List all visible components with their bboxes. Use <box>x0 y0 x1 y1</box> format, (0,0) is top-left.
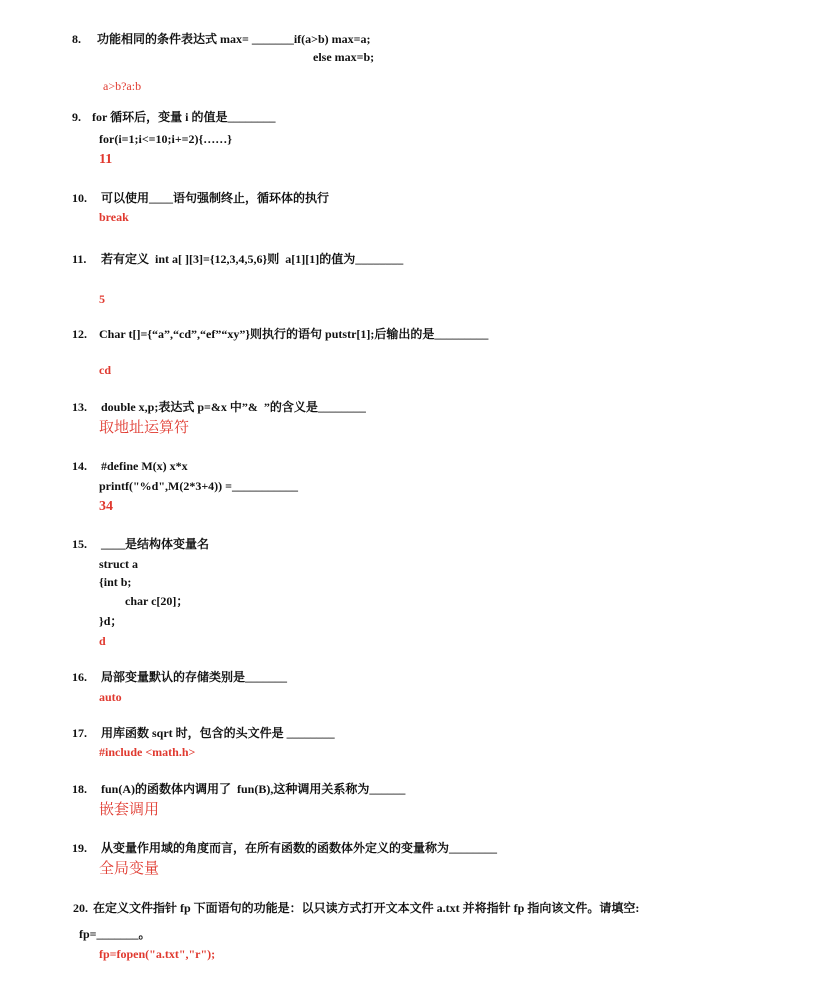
question-19-text: 从变量作用域的角度而言，在所有函数的函数体外定义的变量称为________ <box>101 841 498 855</box>
question-9-answer: 11 <box>99 152 113 167</box>
question-12-answer: cd <box>99 363 111 377</box>
question-8-text: 功能相同的条件表达式 max= _______if(a>b) max=a; <box>97 32 371 46</box>
question-18-answer: 嵌套调用 <box>99 800 160 818</box>
question-20-number: 20. <box>73 901 88 915</box>
question-15-number: 15. <box>72 537 87 551</box>
question-9-number: 9. <box>72 110 81 124</box>
question-16-answer: auto <box>99 690 122 704</box>
question-17-text: 用库函数 sqrt 时，包含的头文件是 ________ <box>101 726 335 740</box>
question-11-number: 11. <box>72 252 87 266</box>
question-19-answer: 全局变量 <box>99 859 160 877</box>
question-8-text-2: else max=b; <box>313 50 375 64</box>
question-14-code: printf("%d",M(2*3+4)) =___________ <box>99 479 298 493</box>
question-15-code-line: struct a <box>99 557 138 571</box>
question-9-text: for 循环后，变量 i 的值是________ <box>92 110 276 124</box>
question-19-number: 19. <box>72 841 87 855</box>
question-13-number: 13. <box>72 400 87 414</box>
question-12-text: Char t[]={“a”,“cd”,“ef”“xy”}则执行的语句 putstr[1];后输出的是_________ <box>99 327 489 341</box>
question-15-code-line: char c[20]； <box>125 594 189 608</box>
question-18-text: fun(A)的函数体内调用了 fun(B),这种调用关系称为______ <box>101 782 406 796</box>
question-8-answer: a>b?a:b <box>103 79 142 93</box>
question-15-answer: d <box>99 634 106 648</box>
question-20-answer: fp=fopen("a.txt","r"); <box>99 947 216 961</box>
question-20-blank: fp=_______。 <box>79 927 151 941</box>
question-15-code-line: }d； <box>99 614 123 628</box>
question-15-code-line: {int b; <box>99 575 132 589</box>
question-18-number: 18. <box>72 782 87 796</box>
question-11-answer: 5 <box>99 292 105 306</box>
question-16-text: 局部变量默认的存储类别是_______ <box>101 670 288 684</box>
question-13-answer: 取地址运算符 <box>99 418 190 436</box>
question-17-answer: #include <math.h> <box>99 745 196 759</box>
question-20-text: 在定义文件指针 fp 下面语句的功能是：以只读方式打开文本文件 a.txt 并将指针 fp 指向该文件。请填空: <box>93 901 640 915</box>
question-11-text: 若有定义 int a[ ][3]={12,3,4,5,6}则 a[1][1]的值为________ <box>101 252 404 266</box>
question-8-number: 8. <box>72 32 81 46</box>
question-12-number: 12. <box>72 327 87 341</box>
question-14-answer: 34 <box>99 499 113 514</box>
question-10-answer: break <box>99 210 129 224</box>
question-14-number: 14. <box>72 459 87 473</box>
question-13-text: double x,p;表达式 p=&x 中”& ”的含义是________ <box>101 400 366 414</box>
question-15-text: ____是结构体变量名 <box>101 537 210 551</box>
question-17-number: 17. <box>72 726 87 740</box>
question-16-number: 16. <box>72 670 87 684</box>
question-14-text: #define M(x) x*x <box>101 459 188 473</box>
question-10-text: 可以使用____语句强制终止，循环体的执行 <box>101 191 330 205</box>
question-9-code: for(i=1;i<=10;i+=2){……} <box>99 132 232 146</box>
question-10-number: 10. <box>72 191 87 205</box>
